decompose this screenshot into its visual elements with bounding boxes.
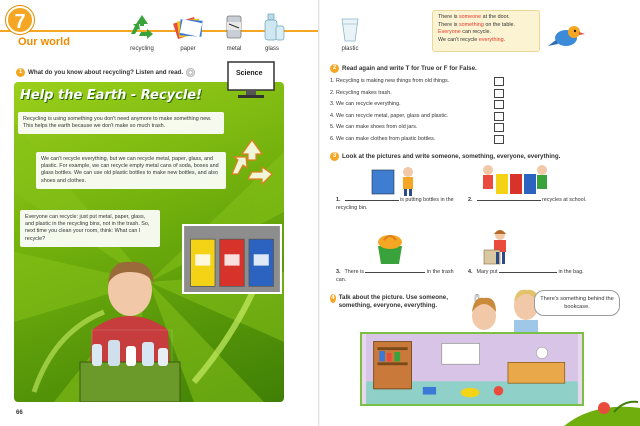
item-pre: There is <box>344 269 366 275</box>
list-item <box>330 76 510 88</box>
right-page <box>320 0 640 426</box>
statement: 4. We can recycle metal, paper, glass and plastic. <box>330 112 449 119</box>
grammar-highlight: someone <box>458 14 482 20</box>
grammar-text: . <box>503 36 506 43</box>
reading-paragraph-1: Recycling is using something you don't need anymore to make something new. This helps the earth because we don't make so much trash. <box>18 112 224 134</box>
list-item <box>330 122 510 134</box>
vocab-metal <box>214 10 254 52</box>
glass-bottle-icon <box>255 10 289 44</box>
audio-cd-icon[interactable] <box>186 68 195 77</box>
exercise-instruction: Talk about the picture. Use someone, something, everyone, everything. <box>338 294 448 309</box>
grammar-line-1 <box>438 14 534 22</box>
exercise-number: 4 <box>331 295 335 301</box>
vocab-plastic <box>330 14 370 52</box>
grammar-text: on the table. <box>483 21 516 28</box>
vocab-glass <box>254 10 290 52</box>
vocab-recycling <box>122 10 162 52</box>
trash-can-with-plant-picture <box>370 230 410 266</box>
answer-box[interactable] <box>494 100 504 109</box>
item-pre: Mary put <box>476 269 499 275</box>
exercise-3-item-2 <box>468 196 588 205</box>
grammar-text: There is <box>438 21 459 28</box>
vocab-label: metal <box>226 46 242 52</box>
science-monitor-icon <box>226 60 276 100</box>
paper-icon <box>171 10 205 44</box>
item-post: in the bag. <box>556 269 584 275</box>
item-post: in the trash can. <box>336 269 454 283</box>
exercise-1-heading <box>16 68 195 77</box>
answer-box[interactable] <box>494 123 504 132</box>
statement: 6. We can make clothes from plastic bottles. <box>330 135 436 142</box>
plastic-cup-icon <box>333 14 367 44</box>
true-false-list <box>330 76 510 145</box>
item-label: 3. <box>336 269 341 275</box>
statement: 3. We can recycle everything. <box>330 101 401 107</box>
exercise-3-item-3 <box>336 268 456 284</box>
recycle-arrows-icon <box>224 134 280 190</box>
exercise-instruction: Look at the pictures and write someone, something, everyone, everything. <box>342 153 561 160</box>
boy-with-recycling-crate-photo <box>70 250 190 402</box>
exercise-number: 3 <box>330 152 339 161</box>
list-item <box>330 134 510 146</box>
exercise-instruction: What do you know about recycling? Listen and read. <box>28 69 184 76</box>
reading-paragraph-3: Everyone can recycle: just put metal, paper, glass, and plastic in the recycling bins, not in the trash. So, next time you clean your room, think: What can I recycle? <box>20 210 160 247</box>
page-number-left: 66 <box>16 410 23 416</box>
answer-box[interactable] <box>494 135 504 144</box>
boy-at-recycling-bin-picture <box>366 166 426 196</box>
exercise-instruction: Read again and write T for True or F for False. <box>342 65 477 72</box>
grammar-text: There is <box>438 14 459 20</box>
item-post: is putting bottles in the recycling bin. <box>336 197 454 211</box>
unit-number-badge: 7 <box>6 6 34 34</box>
grammar-text: at the door. <box>481 14 510 20</box>
vocab-label: paper <box>180 46 196 52</box>
speech-bubble: There's something behind the bookcase. <box>534 290 620 316</box>
vocab-label: glass <box>264 46 279 52</box>
panel-title: Help the Earth - Recycle! <box>20 88 203 103</box>
grammar-highlight: Everyone <box>438 29 461 35</box>
list-item <box>330 111 510 123</box>
grammar-highlight: everything <box>478 36 504 43</box>
item-post: recycles at school. <box>540 197 587 203</box>
two-children-photo <box>468 286 544 334</box>
recycle-icon <box>125 10 159 44</box>
metal-can-icon <box>217 10 251 44</box>
answer-blank[interactable] <box>365 268 425 273</box>
item-label: 1. <box>336 197 341 203</box>
item-label: 4. <box>468 269 473 275</box>
girl-with-bag-picture <box>480 228 520 266</box>
answer-box[interactable] <box>494 112 504 121</box>
vocab-label: recycling <box>130 46 154 52</box>
exercise-number: 1 <box>16 68 25 77</box>
answer-box[interactable] <box>494 89 504 98</box>
answer-blank[interactable] <box>477 196 541 201</box>
science-reading-panel <box>14 82 284 402</box>
grammar-text: We can't recycle <box>438 36 479 43</box>
exercise-3-item-1 <box>336 196 456 212</box>
corner-decoration <box>564 392 640 426</box>
grammar-highlight: something <box>458 21 484 28</box>
list-item <box>330 99 510 111</box>
answer-blank[interactable] <box>499 268 557 273</box>
science-label: Science <box>236 70 263 77</box>
recycling-bins-photo <box>182 224 282 294</box>
unit-title: Our world <box>18 36 70 48</box>
grammar-line-2 <box>438 22 534 30</box>
exercise-4-heading <box>330 294 480 310</box>
exercise-3-heading <box>330 152 560 161</box>
statement: 2. Recycling makes trash. <box>330 89 392 96</box>
grammar-line-3 <box>438 29 534 37</box>
exercise-number: 2 <box>330 64 339 73</box>
bird-mascot-icon <box>546 22 586 52</box>
statement: 5. We can make shoes from old jars. <box>330 124 418 130</box>
vocab-paper <box>168 10 208 52</box>
answer-box[interactable] <box>494 77 504 86</box>
list-item <box>330 88 510 100</box>
statement: 1. Recycling is making new things from old things. <box>330 78 450 84</box>
exercise-3-item-4 <box>468 268 588 277</box>
grammar-box <box>432 10 540 52</box>
kids-recycling-at-school-picture <box>480 162 550 196</box>
vocab-label: plastic <box>341 46 359 52</box>
grammar-line-4 <box>438 37 534 45</box>
answer-blank[interactable] <box>345 196 399 201</box>
item-label: 2. <box>468 197 473 203</box>
exercise-2-heading <box>330 64 477 73</box>
grammar-text: can recycle. <box>460 29 492 35</box>
messy-room-picture <box>360 332 584 406</box>
reading-paragraph-2: We can't recycle everything, but we can recycle metal, paper, glass, and plastic. For example, we can recycle empty metal cans of soda, boxes and glass bottles. We can use old plastic bottles to make new bottles, and also shoes and clothes. <box>36 152 226 189</box>
